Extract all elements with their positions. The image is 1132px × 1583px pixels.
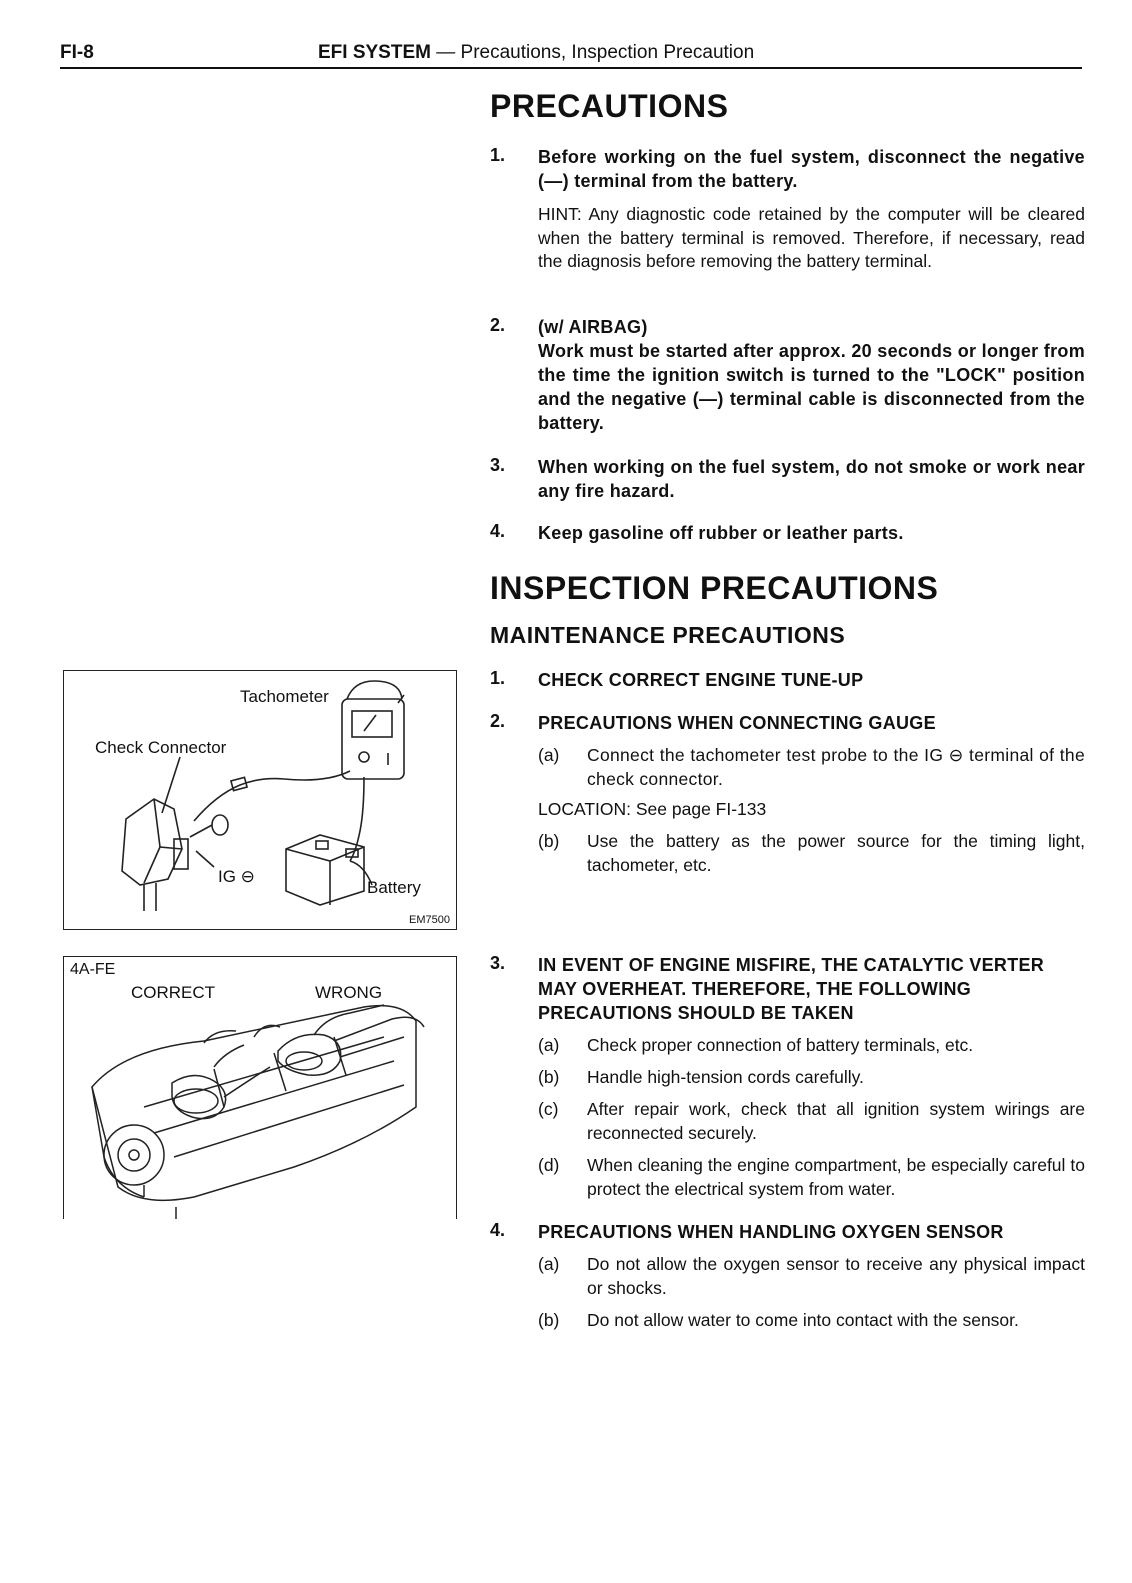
inspection-item-4: 4. PRECAUTIONS WHEN HANDLING OXYGEN SENSOR (a) Do not allow the oxygen sensor to receive any physical impact or shocks. (b) Do not allow water to come into contact with the sensor. [490, 1220, 1085, 1330]
section-subtitle: — Precautions, Inspection Precaution [436, 42, 755, 63]
tachometer-label: Tachometer [240, 687, 329, 706]
maintenance-heading: MAINTENANCE PRECAUTIONS [490, 622, 846, 648]
inspection-3c: (c) After repair work, check that all ignition system wirings are reconnected securely. [538, 1099, 1085, 1143]
precaution-2-prefix: (w/ AIRBAG) [538, 317, 648, 337]
precaution-3-text: When working on the fuel system, do not smoke or work near any fire hazard. [538, 457, 1085, 501]
inspection-3b: (b) Handle high-tension cords carefully. [538, 1067, 864, 1087]
inspection-item-3: 3. IN EVENT OF ENGINE MISFIRE, THE CATALYTIC VERTER MAY OVERHEAT. THEREFORE, THE FOLLOWING PRECAUTIONS SHOULD BE TAKEN (a) Check proper connection of battery terminals, etc. (b) Handle high-tension cords carefully. (c) After repair work, check that all ignition system wirings are reconnected securely. (d) When cleaning the engine compartment, be especially careful to protect the electrical system from water. [490, 953, 1085, 1199]
inspection-item-2: 2. PRECAUTIONS WHEN CONNECTING GAUGE (a) Connect the tachometer test probe to the IG ⊖ terminal of the check connector. LOCATION: See page FI-133 (b) Use the battery as the power source for the timing light, tachometer, etc. [490, 711, 1085, 875]
figure-code: EM7500 [409, 914, 450, 926]
precaution-2-text: Work must be started after approx. 20 seconds or longer from the time the ignition switch is turned to the "LOCK" position and the negative (—) terminal cable is disconnected from the battery. [538, 341, 1085, 433]
inspection-2-location: LOCATION: See page FI-133 [538, 799, 767, 819]
precaution-4-text: Keep gasoline off rubber or leather parts. [538, 523, 904, 543]
inspection-2b: (b) Use the battery as the power source for the timing light, tachometer, etc. [538, 831, 1085, 875]
precaution-item-1: 1. Before working on the fuel system, disconnect the negative (—) terminal from the battery. HINT: Any diagnostic code retained by the computer will be cleared when the battery terminal is removed. Therefore, if necessary, read the diagnosis before removing the battery terminal. [490, 145, 1085, 274]
inspection-3a: (a) Check proper connection of battery terminals, etc. [538, 1035, 974, 1055]
engine-model-label: 4A-FE [70, 961, 116, 978]
precautions-heading: PRECAUTIONS [490, 88, 729, 124]
precaution-item-2: 2. (w/ AIRBAG) Work must be started after approx. 20 seconds or longer from the time the ignition switch is turned to the "LOCK" position and the negative (—) terminal cable is disconnected from the battery. [490, 315, 1085, 433]
inspection-4b: (b) Do not allow water to come into contact with the sensor. [538, 1310, 1019, 1330]
correct-label: CORRECT [131, 983, 216, 1002]
precaution-item-4: 4. Keep gasoline off rubber or leather parts. [490, 521, 1085, 545]
check-connector-label: Check Connector [95, 738, 227, 757]
header-title [318, 42, 754, 64]
engine-figure [63, 956, 457, 1219]
ig-terminal-label: IG ⊖ [218, 867, 255, 886]
inspection-3d: (d) When cleaning the engine compartment, be especially careful to protect the electrical system from water. [538, 1155, 1085, 1199]
inspection-2a: (a) Connect the tachometer test probe to the IG ⊖ terminal of the check connector. [538, 745, 1085, 789]
page-number: FI-8 [60, 42, 94, 63]
page-header [60, 40, 1082, 70]
precaution-1-text: Before working on the fuel system, disconnect the negative (—) terminal from the battery. [538, 147, 1085, 191]
tachometer-figure [63, 670, 457, 930]
battery-label: Battery [367, 878, 421, 897]
inspection-4a: (a) Do not allow the oxygen sensor to receive any physical impact or shocks. [538, 1254, 1085, 1298]
precaution-1-hint: HINT: Any diagnostic code retained by the computer will be cleared when the battery terminal is removed. Therefore, if necessary, read the diagnosis before removing the battery terminal. [538, 204, 1085, 271]
inspection-item-1: 1. CHECK CORRECT ENGINE TUNE-UP [490, 668, 864, 690]
inspection-heading: INSPECTION PRECAUTIONS [490, 570, 939, 606]
section-name: EFI SYSTEM [318, 42, 431, 63]
header-rule [60, 67, 1082, 69]
wrong-label: WRONG [315, 983, 383, 1002]
engine-illustration [64, 957, 456, 1219]
precaution-item-3: 3. When working on the fuel system, do not smoke or work near any fire hazard. [490, 455, 1085, 501]
